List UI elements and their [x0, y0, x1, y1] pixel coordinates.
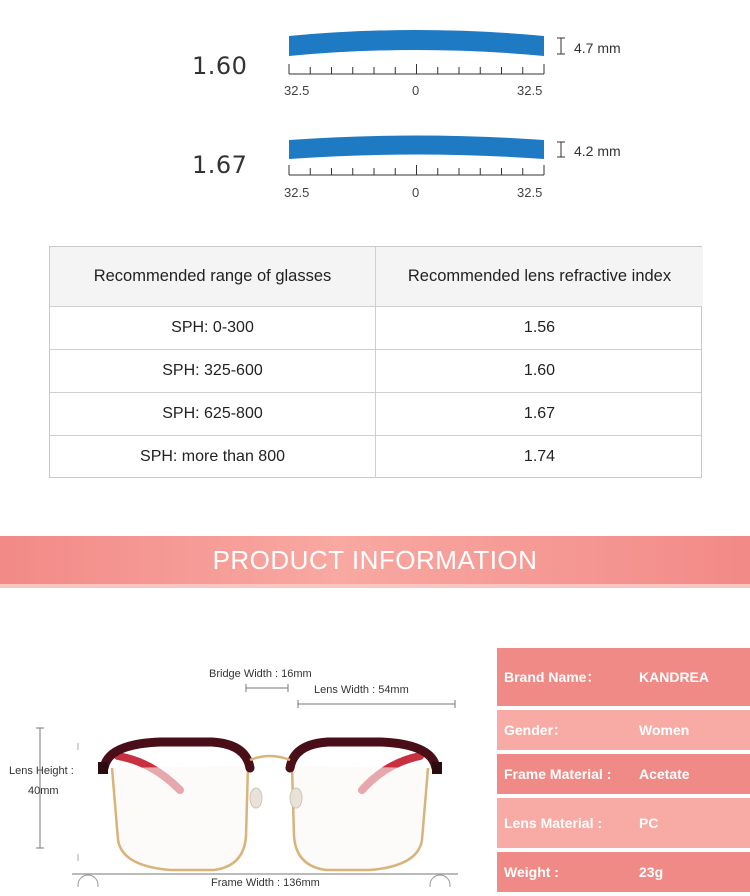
spec-key: Weight :	[504, 864, 559, 880]
product-info-banner	[0, 536, 750, 584]
table-header-cell: Recommended range of glasses	[50, 247, 376, 306]
spec-value: KANDREA	[639, 669, 709, 685]
frame-width-label: Frame Width : 136mm	[211, 877, 320, 889]
thickness-label: 4.7 mm	[574, 40, 621, 56]
table-cell-index: 1.74	[523, 448, 556, 465]
scale-left-label: 32.5	[284, 83, 310, 98]
table-cell-index: 1.67	[523, 405, 556, 422]
banner-divider	[0, 584, 750, 588]
lens-row-167	[0, 103, 750, 203]
section-title: PRODUCT INFORMATION	[212, 544, 538, 575]
table-row	[50, 393, 701, 436]
lens-height-label: Lens Height :	[9, 765, 74, 777]
spec-key: Lens Material :	[504, 815, 603, 831]
table-header-row	[50, 247, 701, 307]
scale-right-label: 32.5	[517, 83, 543, 98]
table-cell-index: 1.60	[523, 362, 556, 379]
spec-key: Brand Name：	[504, 669, 601, 685]
thickness-label: 4.2 mm	[574, 143, 621, 159]
spec-row-brand	[497, 648, 750, 706]
spec-value: 23g	[639, 864, 664, 880]
spec-table	[497, 648, 750, 896]
scale-center-label: 0	[412, 185, 420, 200]
table-cell-index: 1.56	[523, 319, 556, 336]
glasses-illustration	[0, 640, 497, 887]
table-row	[50, 436, 701, 478]
lens-row-160	[0, 0, 750, 100]
lens-index-label: 1.60	[192, 52, 248, 80]
table-row	[50, 350, 701, 393]
table-header-cell: Recommended lens refractive index	[376, 247, 703, 306]
lens-index-label: 1.67	[192, 151, 248, 179]
lens-thickness-diagram	[280, 0, 570, 80]
refractive-index-table	[49, 246, 702, 478]
table-cell-range: SPH: more than 800	[50, 436, 376, 478]
table-cell-range: SPH: 325-600	[50, 350, 376, 392]
spec-key: Frame Material :	[504, 766, 612, 782]
spec-value: PC	[639, 815, 659, 831]
table-cell-range: SPH: 625-800	[50, 393, 376, 435]
spec-row-gender	[497, 710, 750, 750]
spec-value: Acetate	[639, 766, 690, 782]
scale-center-label: 0	[412, 83, 420, 98]
table-cell-range: SPH: 0-300	[50, 307, 376, 349]
table-row	[50, 307, 701, 350]
scale-left-label: 32.5	[284, 185, 310, 200]
scale-right-label: 32.5	[517, 185, 543, 200]
lens-thickness-diagram	[280, 103, 570, 183]
spec-row-lens-material	[497, 798, 750, 848]
spec-value: Women	[639, 722, 690, 738]
lens-width-label: Lens Width : 54mm	[314, 684, 409, 696]
spec-key: Gender：	[504, 722, 568, 738]
lens-height-value: 40mm	[28, 785, 59, 797]
spec-row-weight	[497, 852, 750, 892]
bridge-width-label: Bridge Width : 16mm	[209, 668, 312, 680]
spec-row-frame-material	[497, 754, 750, 794]
